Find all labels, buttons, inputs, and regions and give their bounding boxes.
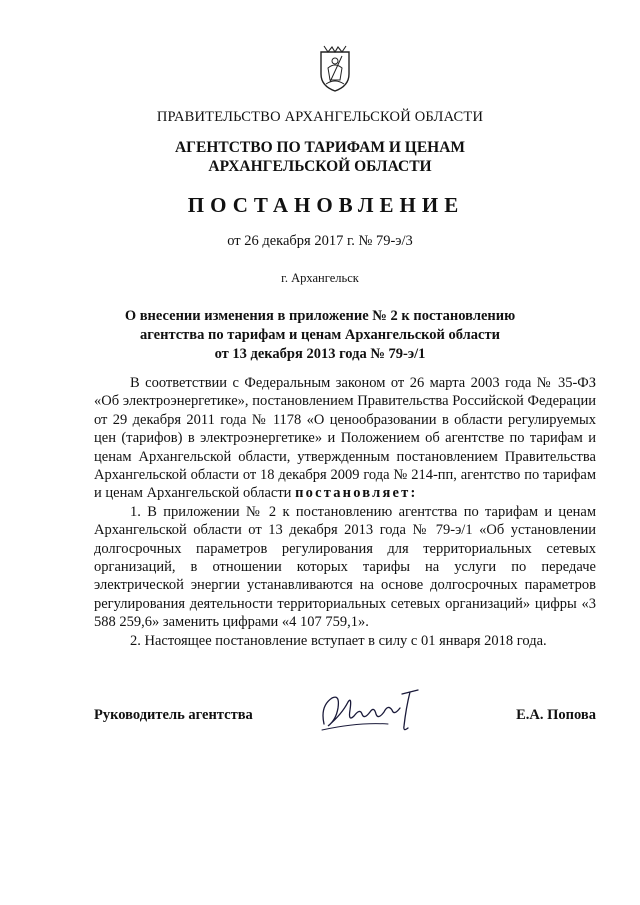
subject-line3: от 13 декабря 2013 года № 79-э/1 <box>214 346 426 362</box>
preamble-text: В соответствии с Федеральным законом от 26 марта 2003 года № 35-ФЗ «Об электроэнергетике», постановлением Правительства Российской Федерации от 29 декабря 2011 года № 1178 «О ценообразовании в области регулируемых цен (тарифов) в электроэнергетике» и Положением об агентстве по тарифам и ценам Архангельской области, утвержденным постановлением Правительства Архангельской области от 18 декабря 2009 года № 214-пп, агентство по тарифам и ценам Архангельской области <box>94 375 596 502</box>
document-city: г. Архангельск <box>281 271 359 285</box>
government-name: ПРАВИТЕЛЬСТВО АРХАНГЕЛЬСКОЙ ОБЛАСТИ <box>156 109 484 125</box>
signatory-title: Руководитель агентства <box>94 707 253 723</box>
subject-line2: агентства по тарифам и ценам Архангельской области <box>140 327 500 343</box>
document-date-number: от 26 декабря 2017 г. № 79-э/3 <box>227 233 413 249</box>
subject-line1: О внесении изменения в приложение № 2 к постановлению <box>124 308 516 324</box>
handwritten-signature <box>318 686 436 734</box>
preamble-paragraph <box>94 374 596 503</box>
agency-name-line1: АГЕНТСТВО ПО ТАРИФАМ И ЦЕНАМ <box>174 139 466 156</box>
agency-name-line2: АРХАНГЕЛЬСКОЙ ОБЛАСТИ <box>208 158 432 175</box>
item-1-paragraph: 1. В приложении № 2 к постановлению агентства по тарифам и ценам Архангельской области от 13 декабря 2013 года № 79-э/1 «Об установлении долгосрочных параметров регулирования для территориальных сетевых организаций, в отношении которых тарифы на услуги по передаче электрической энергии устанавливаются на основе долгосрочных параметров регулирования деятельности территориальных сетевых организаций» цифры «3 588 259,6» заменить цифрами «4 107 759,1». <box>94 503 596 631</box>
document-body <box>94 374 596 650</box>
document-subject <box>0 307 640 364</box>
document-type: ПОСТАНОВЛЕНИЕ <box>187 193 465 217</box>
decides-colon: : <box>410 485 416 502</box>
signatory-name: Е.А. Попова <box>516 707 596 723</box>
decides-word: постановляет <box>295 485 411 502</box>
agency-name <box>0 138 640 176</box>
coat-of-arms-icon <box>318 44 352 94</box>
item-2-paragraph: 2. Настоящее постановление вступает в силу с 01 января 2018 года. <box>130 632 547 649</box>
